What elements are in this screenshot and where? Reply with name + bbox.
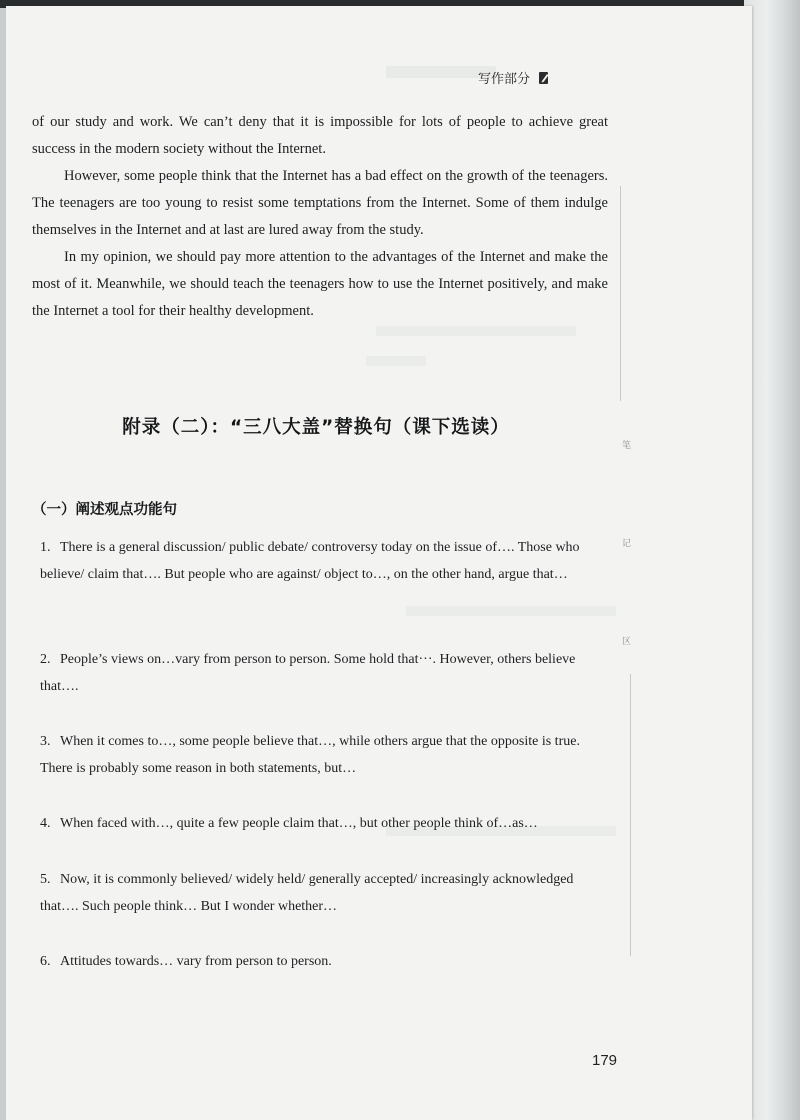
item-text: People’s views on…vary from person to person. Some hold that···. However, others believe that…. bbox=[40, 652, 576, 694]
margin-note: 区 bbox=[622, 637, 632, 647]
item-number: 5. bbox=[40, 872, 51, 887]
list-item bbox=[40, 728, 612, 782]
appendix-title: 附录（二）：“三八大盖”替换句（课下选读） bbox=[122, 417, 510, 438]
item-number: 3. bbox=[40, 734, 51, 749]
item-number: 1. bbox=[40, 540, 51, 555]
item-text: When it comes to…, some people believe that…, while others argue that the opposite is true. There is probably some reason in both statements, but… bbox=[40, 734, 580, 776]
item-text: Now, it is commonly believed/ widely held/ generally accepted/ increasingly acknowledged that…. Such people think… But I wonder whether… bbox=[40, 872, 574, 914]
bleed-through-ghost bbox=[366, 356, 426, 366]
item-number: 2. bbox=[40, 652, 51, 667]
essay-paragraph-3: In my opinion, we should pay more attention to the advantages of the Internet and make the most of it. Meanwhile, we should teach the teenagers how to use the Internet positively, and make the Internet a tool for their healthy development. bbox=[32, 249, 608, 319]
margin-rule bbox=[630, 674, 631, 956]
list-item bbox=[40, 948, 612, 975]
item-number: 4. bbox=[40, 816, 51, 831]
running-header bbox=[478, 68, 550, 87]
item-text: Attitudes towards… vary from person to person. bbox=[60, 954, 332, 969]
book-page bbox=[6, 6, 752, 1120]
bleed-through-ghost bbox=[406, 606, 616, 616]
item-number: 6. bbox=[40, 954, 51, 969]
item-text: When faced with…, quite a few people claim that…, but other people think of…as… bbox=[60, 816, 538, 831]
margin-note: 记 bbox=[622, 539, 632, 549]
section-title: （一）阐述观点功能句 bbox=[32, 502, 177, 518]
list-item bbox=[40, 866, 612, 920]
page-number: 179 bbox=[592, 1052, 618, 1069]
margin-note: 笔 bbox=[622, 441, 632, 451]
list-item bbox=[40, 810, 612, 837]
list-item bbox=[40, 534, 612, 588]
page-stack-edge bbox=[744, 0, 800, 1120]
list-item bbox=[40, 646, 612, 700]
header-title: 写作部分 bbox=[477, 72, 530, 87]
pen-icon bbox=[538, 71, 550, 85]
item-text: There is a general discussion/ public debate/ controversy today on the issue of…. Those who believe/ claim that…. But people who are against/ object to…, on the other hand, argue that… bbox=[40, 540, 580, 582]
bleed-through-ghost bbox=[376, 326, 576, 336]
essay-paragraph-2: However, some people think that the Internet has a bad effect on the growth of the teenagers. The teenagers are too young to resist some temptations from the Internet. Some of them indulge themselves in the Internet and at last are lured away from the study. bbox=[32, 168, 608, 238]
margin-rule bbox=[620, 186, 621, 401]
essay-paragraph-1: of our study and work. We can’t deny that it is impossible for lots of people to achieve great success in the modern society without the Internet. bbox=[32, 114, 608, 157]
